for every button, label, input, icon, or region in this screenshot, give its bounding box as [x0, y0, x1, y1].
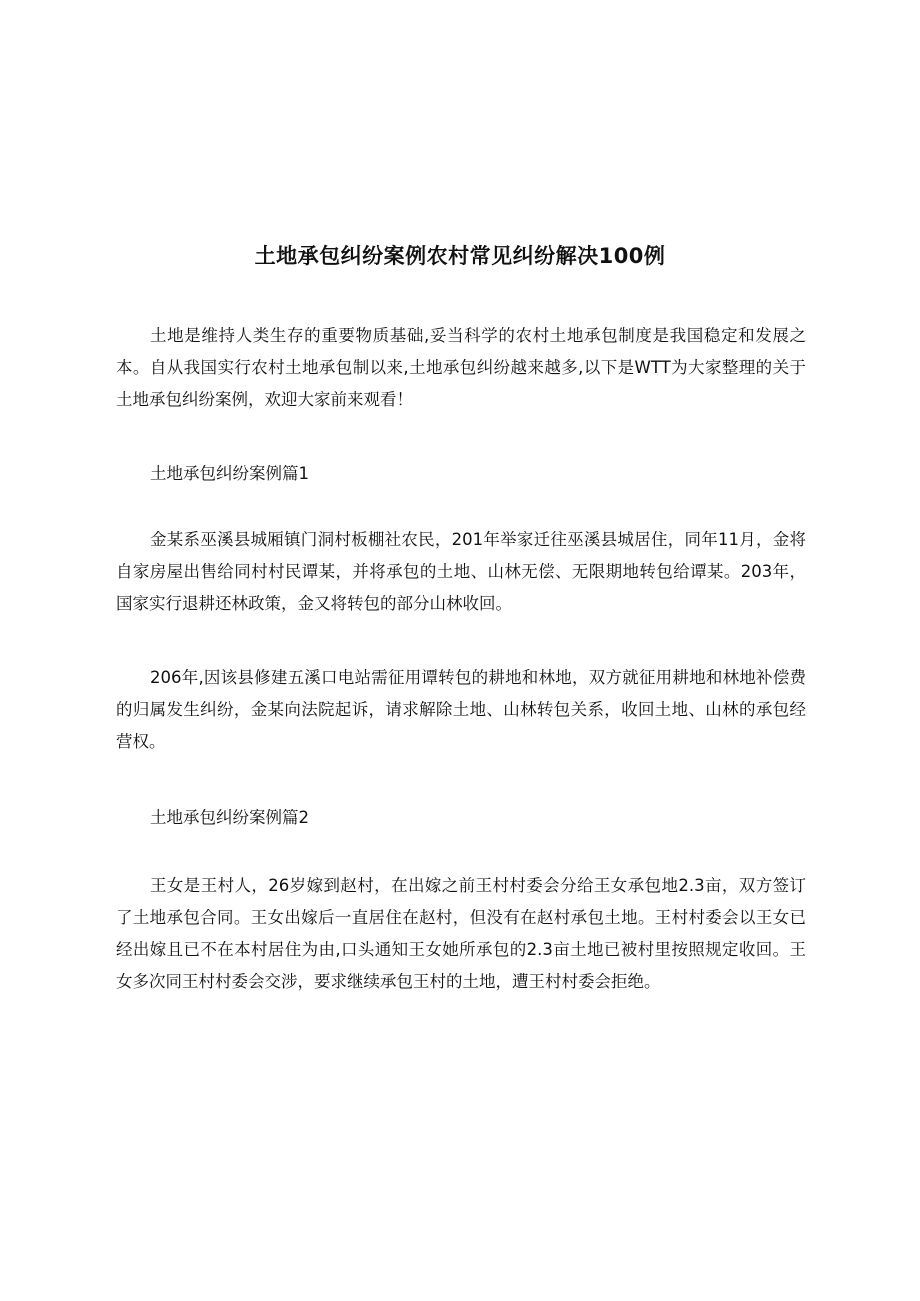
case2-heading: 土地承包纠纷案例篇2 — [150, 808, 309, 827]
case1-paragraph-1: 金某系巫溪县城厢镇门洞村板棚社农民，201年举家迁往巫溪县城居住，同年11月，金将自家房屋出售给同村村民谭某，并将承包的土地、山林无偿、无限期地转包给谭某。203年，国家实行退耕还林政策，金又将转包的部分山林收回。 — [116, 530, 806, 613]
document-title: 土地承包纠纷案例农村常见纠纷解决100例 — [254, 244, 666, 268]
case2-paragraph-1: 王女是王村人，26岁嫁到赵村，在出嫁之前王村村委会分给王女承包地2.3亩，双方签订了土地承包合同。王女出嫁后一直居住在赵村，但没有在赵村承包土地。王村村委会以王女已经出嫁且已不在本村居住为由,口头通知王女她所承包的2.3亩土地已被村里按照规定收回。王女多次同王村村委会交涉，要求继续承包王村的土地，遭王村村委会拒绝。 — [116, 876, 806, 991]
case1-paragraph-2: 206年,因该县修建五溪口电站需征用谭转包的耕地和林地，双方就征用耕地和林地补偿费的归属发生纠纷，金某向法院起诉，请求解除土地、山林转包关系，收回土地、山林的承包经营权。 — [116, 668, 806, 751]
case1-heading: 土地承包纠纷案例篇1 — [150, 464, 309, 483]
intro-paragraph: 土地是维持人类生存的重要物质基础,妥当科学的农村土地承包制度是我国稳定和发展之本。自从我国实行农村土地承包制以来,土地承包纠纷越来越多,以下是WTT为大家整理的关于土地承包纠纷案例，欢迎大家前来观看！ — [116, 326, 806, 409]
